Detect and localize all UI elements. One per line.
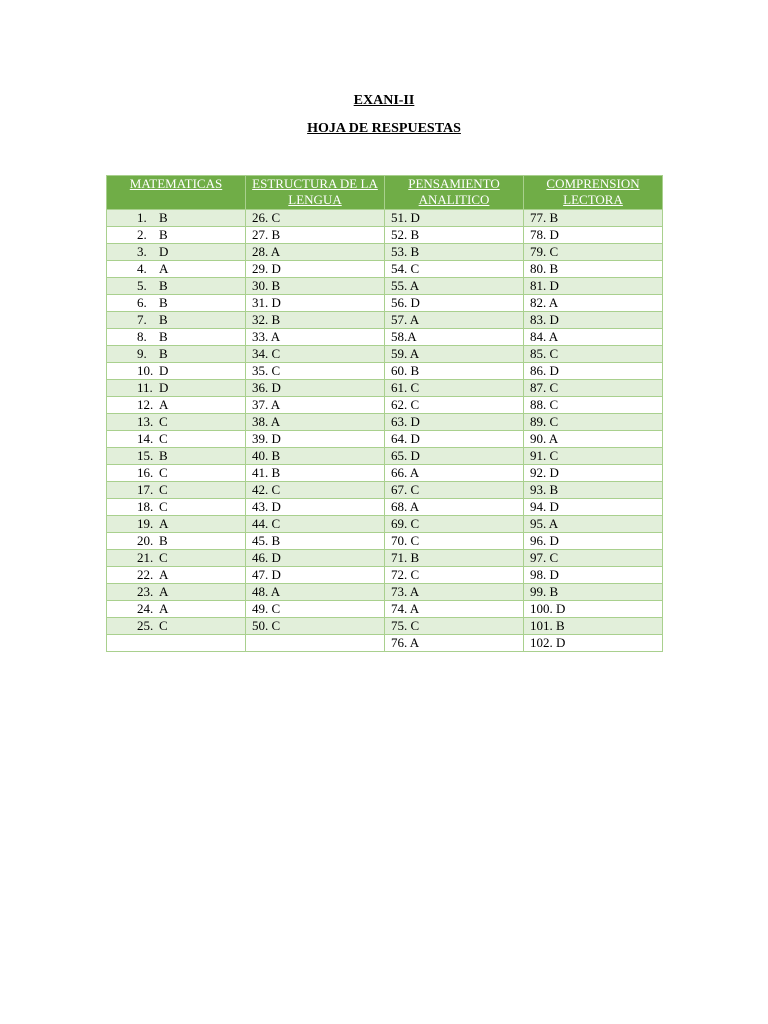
- question-number: 1.: [137, 210, 147, 225]
- answer-matematicas: [107, 278, 246, 295]
- answer-pensamiento: 64. D: [385, 431, 524, 448]
- answer-pensamiento: 60. B: [385, 363, 524, 380]
- table-row: [107, 244, 663, 261]
- answer-estructura: 34. C: [246, 346, 385, 363]
- table-row: [107, 499, 663, 516]
- answer-matematicas: [107, 431, 246, 448]
- question-number: 12.: [137, 397, 154, 412]
- answer-estructura: 31. D: [246, 295, 385, 312]
- answer-pensamiento: 62. C: [385, 397, 524, 414]
- question-number: 16.: [137, 465, 154, 480]
- table-row: [107, 465, 663, 482]
- question-number: 23.: [137, 584, 154, 599]
- answer-pensamiento: 69. C: [385, 516, 524, 533]
- answer-letter: A: [159, 601, 169, 616]
- answer-matematicas: [107, 414, 246, 431]
- answer-estructura: 48. A: [246, 584, 385, 601]
- answer-comprension: 87. C: [524, 380, 663, 397]
- answer-matematicas: [107, 601, 246, 618]
- question-number: 19.: [137, 516, 154, 531]
- document-title: EXANI-II: [353, 93, 415, 108]
- answer-letter: C: [159, 465, 168, 480]
- answer-matematicas: [107, 516, 246, 533]
- answer-letter: A: [159, 397, 169, 412]
- answer-table: [106, 175, 663, 652]
- answer-comprension: 102. D: [524, 635, 663, 652]
- answer-comprension: 91. C: [524, 448, 663, 465]
- answer-pensamiento: 70. C: [385, 533, 524, 550]
- answer-estructura: 39. D: [246, 431, 385, 448]
- answer-matematicas: [107, 261, 246, 278]
- answer-letter: B: [159, 278, 168, 293]
- question-number: 21.: [137, 550, 154, 565]
- answer-estructura: 45. B: [246, 533, 385, 550]
- table-row: [107, 533, 663, 550]
- answer-estructura: 35. C: [246, 363, 385, 380]
- answer-pensamiento: 54. C: [385, 261, 524, 278]
- question-number: 22.: [137, 567, 154, 582]
- answer-comprension: 78. D: [524, 227, 663, 244]
- table-row: [107, 363, 663, 380]
- answer-comprension: 84. A: [524, 329, 663, 346]
- answer-letter: B: [159, 227, 168, 242]
- answer-estructura: 27. B: [246, 227, 385, 244]
- answer-estructura: 42. C: [246, 482, 385, 499]
- answer-letter: C: [159, 482, 168, 497]
- table-row: [107, 227, 663, 244]
- table-row: [107, 550, 663, 567]
- answer-pensamiento: 75. C: [385, 618, 524, 635]
- answer-comprension: 90. A: [524, 431, 663, 448]
- answer-matematicas: [107, 244, 246, 261]
- answer-matematicas: [107, 465, 246, 482]
- answer-comprension: 97. C: [524, 550, 663, 567]
- question-number: 18.: [137, 499, 154, 514]
- question-number: 20.: [137, 533, 154, 548]
- answer-comprension: 82. A: [524, 295, 663, 312]
- answer-matematicas: [107, 448, 246, 465]
- answer-pensamiento: 67. C: [385, 482, 524, 499]
- answer-letter: B: [159, 210, 168, 225]
- answer-letter: B: [159, 295, 168, 310]
- question-number: 14.: [137, 431, 154, 446]
- answer-pensamiento: 65. D: [385, 448, 524, 465]
- answer-pensamiento: 52. B: [385, 227, 524, 244]
- answer-pensamiento: 56. D: [385, 295, 524, 312]
- answer-estructura: [246, 635, 385, 652]
- table-row: [107, 635, 663, 652]
- answer-letter: C: [159, 414, 168, 429]
- answer-letter: D: [159, 244, 169, 259]
- answer-comprension: 101. B: [524, 618, 663, 635]
- answer-comprension: 80. B: [524, 261, 663, 278]
- answer-letter: C: [159, 550, 168, 565]
- header-matematicas: MATEMATICAS: [107, 176, 246, 210]
- answer-estructura: 43. D: [246, 499, 385, 516]
- table-row: [107, 261, 663, 278]
- answer-letter: B: [159, 448, 168, 463]
- header-pensamiento: PENSAMIENTO ANALITICO: [385, 176, 524, 210]
- answer-pensamiento: 61. C: [385, 380, 524, 397]
- answer-comprension: 88. C: [524, 397, 663, 414]
- answer-pensamiento: 55. A: [385, 278, 524, 295]
- answer-letter: B: [159, 533, 168, 548]
- answer-letter: A: [159, 584, 169, 599]
- table-row: [107, 312, 663, 329]
- question-number: 8.: [137, 329, 147, 344]
- answer-matematicas: [107, 210, 246, 227]
- answer-estructura: 44. C: [246, 516, 385, 533]
- answer-estructura: 29. D: [246, 261, 385, 278]
- answer-table-header: [107, 176, 663, 210]
- answer-comprension: 85. C: [524, 346, 663, 363]
- answer-letter: D: [159, 363, 169, 378]
- question-number: 25.: [137, 618, 154, 633]
- answer-comprension: 93. B: [524, 482, 663, 499]
- answer-letter: D: [159, 380, 169, 395]
- answer-estructura: 47. D: [246, 567, 385, 584]
- question-number: 4.: [137, 261, 147, 276]
- document-subtitle: HOJA DE RESPUESTAS: [307, 121, 461, 136]
- answer-comprension: 95. A: [524, 516, 663, 533]
- table-row: [107, 380, 663, 397]
- answer-letter: C: [159, 499, 168, 514]
- answer-matematicas: [107, 584, 246, 601]
- question-number: 7.: [137, 312, 147, 327]
- table-row: [107, 346, 663, 363]
- answer-matematicas: [107, 550, 246, 567]
- answer-matematicas: [107, 567, 246, 584]
- answer-letter: A: [159, 567, 169, 582]
- question-number: 5.: [137, 278, 147, 293]
- answer-matematicas: [107, 533, 246, 550]
- answer-comprension: 96. D: [524, 533, 663, 550]
- answer-comprension: 77. B: [524, 210, 663, 227]
- answer-letter: B: [159, 312, 168, 327]
- table-row: [107, 431, 663, 448]
- table-row: [107, 295, 663, 312]
- answer-pensamiento: 51. D: [385, 210, 524, 227]
- question-number: 2.: [137, 227, 147, 242]
- question-number: 10.: [137, 363, 154, 378]
- table-row: [107, 516, 663, 533]
- answer-matematicas: [107, 380, 246, 397]
- answer-pensamiento: 59. A: [385, 346, 524, 363]
- answer-matematicas: [107, 295, 246, 312]
- answer-comprension: 98. D: [524, 567, 663, 584]
- answer-estructura: 32. B: [246, 312, 385, 329]
- table-row: [107, 584, 663, 601]
- question-number: 24.: [137, 601, 154, 616]
- table-row: [107, 414, 663, 431]
- header-row: [107, 176, 663, 210]
- answer-matematicas: [107, 227, 246, 244]
- table-row: [107, 482, 663, 499]
- answer-estructura: 28. A: [246, 244, 385, 261]
- answer-estructura: 36. D: [246, 380, 385, 397]
- answer-letter: C: [159, 431, 168, 446]
- answer-matematicas: [107, 618, 246, 635]
- answer-pensamiento: 74. A: [385, 601, 524, 618]
- table-row: [107, 448, 663, 465]
- answer-estructura: 37. A: [246, 397, 385, 414]
- answer-matematicas: [107, 397, 246, 414]
- question-number: 6.: [137, 295, 147, 310]
- answer-letter: A: [159, 261, 169, 276]
- answer-pensamiento: 58.A: [385, 329, 524, 346]
- answer-estructura: 30. B: [246, 278, 385, 295]
- answer-comprension: 81. D: [524, 278, 663, 295]
- answer-estructura: 46. D: [246, 550, 385, 567]
- answer-comprension: 83. D: [524, 312, 663, 329]
- answer-comprension: 92. D: [524, 465, 663, 482]
- header-estructura: ESTRUCTURA DE LA LENGUA: [246, 176, 385, 210]
- table-row: [107, 278, 663, 295]
- answer-pensamiento: 73. A: [385, 584, 524, 601]
- answer-letter: B: [159, 329, 168, 344]
- answer-estructura: 26. C: [246, 210, 385, 227]
- answer-pensamiento: 76. A: [385, 635, 524, 652]
- answer-matematicas: [107, 482, 246, 499]
- question-number: 11.: [137, 380, 153, 395]
- answer-pensamiento: 53. B: [385, 244, 524, 261]
- answer-comprension: 79. C: [524, 244, 663, 261]
- answer-pensamiento: 72. C: [385, 567, 524, 584]
- answer-estructura: 41. B: [246, 465, 385, 482]
- question-number: 3.: [137, 244, 147, 259]
- table-row: [107, 567, 663, 584]
- table-row: [107, 618, 663, 635]
- table-row: [107, 601, 663, 618]
- question-number: 15.: [137, 448, 154, 463]
- header-comprension: COMPRENSION LECTORA: [524, 176, 663, 210]
- answer-matematicas: [107, 346, 246, 363]
- answer-letter: A: [159, 516, 169, 531]
- table-row: [107, 397, 663, 414]
- table-row: [107, 329, 663, 346]
- answer-table-body: [107, 210, 663, 652]
- answer-estructura: 33. A: [246, 329, 385, 346]
- answer-letter: C: [159, 618, 168, 633]
- answer-matematicas: [107, 363, 246, 380]
- answer-pensamiento: 71. B: [385, 550, 524, 567]
- answer-estructura: 49. C: [246, 601, 385, 618]
- answer-comprension: 94. D: [524, 499, 663, 516]
- answer-estructura: 38. A: [246, 414, 385, 431]
- table-row: [107, 210, 663, 227]
- answer-comprension: 89. C: [524, 414, 663, 431]
- question-number: 9.: [137, 346, 147, 361]
- answer-estructura: 40. B: [246, 448, 385, 465]
- answer-matematicas: [107, 312, 246, 329]
- answer-comprension: 86. D: [524, 363, 663, 380]
- question-number: 17.: [137, 482, 154, 497]
- answer-pensamiento: 63. D: [385, 414, 524, 431]
- answer-pensamiento: 57. A: [385, 312, 524, 329]
- question-number: 13.: [137, 414, 154, 429]
- answer-matematicas: [107, 635, 246, 652]
- answer-matematicas: [107, 499, 246, 516]
- answer-comprension: 100. D: [524, 601, 663, 618]
- answer-estructura: 50. C: [246, 618, 385, 635]
- answer-pensamiento: 66. A: [385, 465, 524, 482]
- answer-pensamiento: 68. A: [385, 499, 524, 516]
- answer-letter: B: [159, 346, 168, 361]
- answer-matematicas: [107, 329, 246, 346]
- answer-comprension: 99. B: [524, 584, 663, 601]
